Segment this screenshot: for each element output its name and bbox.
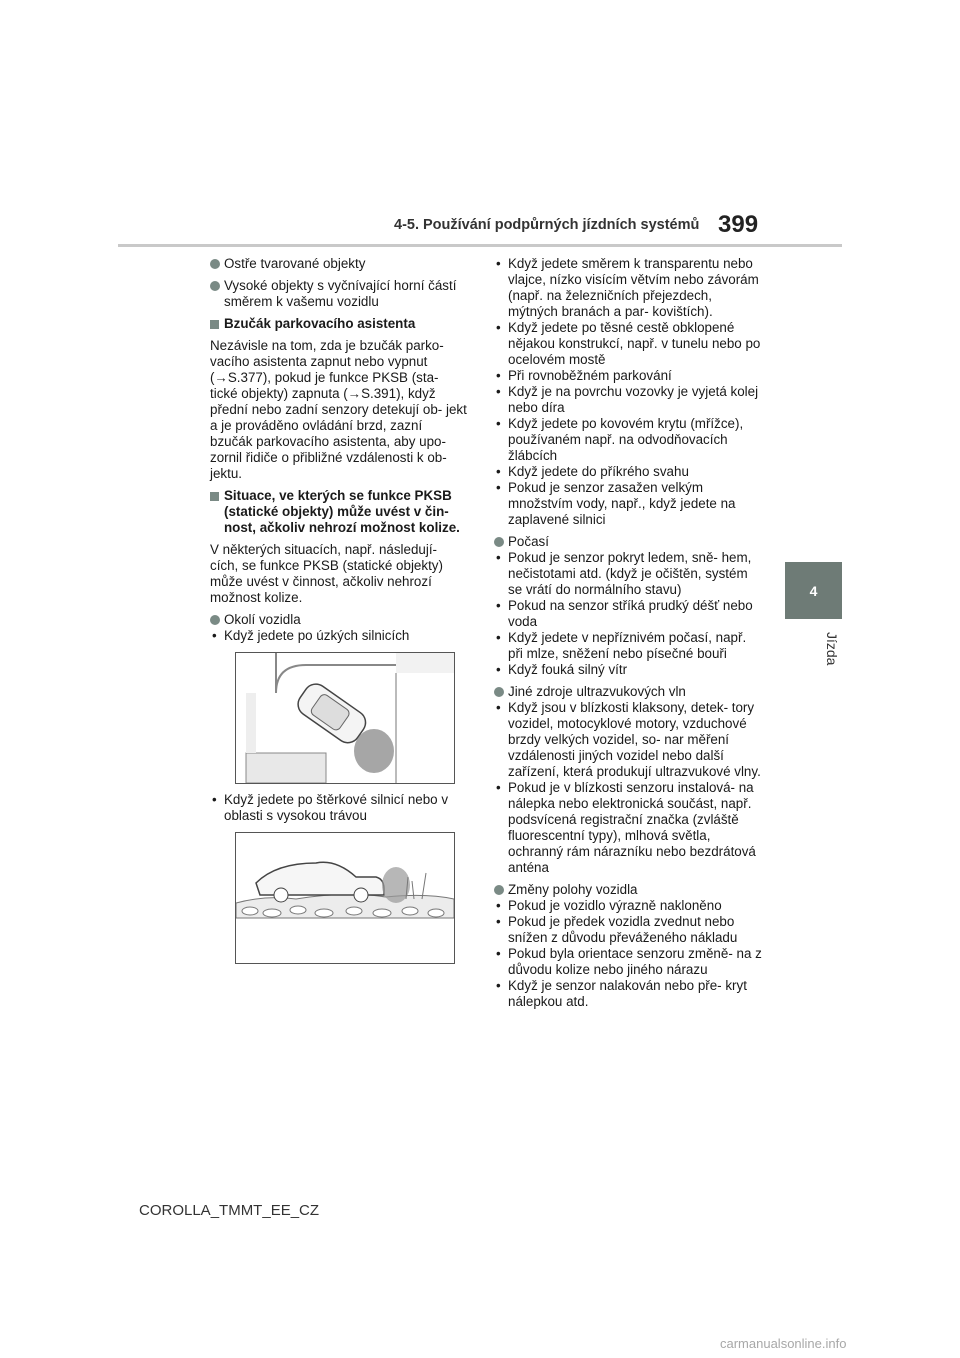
sub-item: • Když fouká silný vítr: [496, 662, 628, 677]
sub-item: • Když jedete po úzkých silnicích: [212, 628, 410, 643]
right-column: [494, 256, 764, 1010]
bullet-dot-icon: [494, 885, 504, 895]
sub-item: • Když je na povrchu vozovky je vyjetá kolej nebo díra: [496, 384, 759, 415]
header-divider: [118, 244, 842, 247]
bullet-dot-icon: [210, 615, 220, 625]
bullet-item: Ostře tvarované objekty: [210, 256, 468, 272]
grass-road-illustration: [235, 832, 455, 964]
left-column: [210, 256, 468, 972]
bullet-item: Vysoké objekty s vyčnívající horní částí směrem k vašemu vozidlu: [210, 278, 468, 310]
sub-item: • Pokud byla orientace senzoru změně- na z důvodu kolize nebo jiného nárazu: [496, 946, 762, 977]
chapter-label: Jízda: [824, 632, 840, 666]
narrow-road-illustration: [235, 652, 455, 784]
heading-square-icon: [210, 492, 219, 501]
bullet-dot-icon: [494, 537, 504, 547]
sub-item: • Když jedete po těsné cestě obklopené nějakou konstrukcí, např. v tunelu nebo po ocelovém mostě: [496, 320, 761, 367]
sub-item: • Když jedete směrem k transparentu nebo vlajce, nízko visícím větvím nebo závorám (např. na železničních přejezdech, mýtných branách a par- kovištích).: [496, 256, 759, 319]
sub-item: • Když jedete po kovovém krytu (mřížce), používaném např. na odvodňovacích žlábcích: [496, 416, 744, 463]
chapter-tab[interactable]: [785, 562, 842, 619]
sub-list: [494, 256, 764, 528]
sub-item: • Pokud je senzor zasažen velkým množstvím vody, např., když jedete na zaplavené silnici: [496, 480, 736, 527]
paragraph: V některých situacích, např. následují- cích, se funkce PKSB (statické objekty) může uvést v činnost, ačkoliv nehrozí možnost kolize.: [210, 542, 443, 605]
paragraph: Nezávisle na tom, zda je bzučák parko- vacího asistenta zapnut nebo vypnut (→S.377), pokud je funkce PKSB (sta- tické objekty) zapnuta (→S.391), když přední nebo zadní senzory detekují ob- jekt a je prováděno ovládání brzd, zazní bzučák parkovacího asistenta, aby upo- zornil řidiče o přibližné vzdálenosti k ob- jektu.: [210, 338, 467, 481]
heading-square-icon: [210, 320, 219, 329]
bullet-item: Počasí: [494, 534, 764, 550]
chapter-number: 4: [809, 582, 818, 599]
sub-item: • Když jedete do příkrého svahu: [496, 464, 689, 479]
watermark[interactable]: carmanualsonline.info: [720, 1336, 847, 1351]
sub-item: • Když jedete po štěrkové silnicí nebo v oblasti s vysokou trávou: [212, 792, 449, 823]
section-heading: Bzučák parkovacího asistenta: [210, 316, 468, 332]
bullet-dot-icon: [210, 259, 220, 269]
sub-item: • Pokud je předek vozidla zvednut nebo snížen z důvodu převáženého nákladu: [496, 914, 738, 945]
sub-item: • Pokud je v blízkosti senzoru instalová- na nálepka nebo elektronická součást, např. podsvícená registrační značka (zvláště fluorescentní typy), mlhová světla, ochranný rám nárazníku nebo bezdrátová anténa: [496, 780, 756, 875]
sub-item: • Při rovnoběžném parkování: [496, 368, 672, 383]
sub-item: • Pokud je vozidlo výrazně nakloněno: [496, 898, 722, 913]
sub-list: [494, 898, 764, 1010]
page-number: 399: [718, 211, 759, 238]
sub-item: • Když jsou v blízkosti klaksony, detek- tory vozidel, motocyklové motory, vzduchové brzdy velkých vozidel, so- nar měření vzdálenosti jiných vozidel nebo další zařízení, která produkují ultrazvukové vlny.: [496, 700, 761, 779]
section-heading: Situace, ve kterých se funkce PKSB (statické objekty) může uvést v čin- nost, ačkoliv nehrozí možnost kolize.: [210, 488, 468, 536]
bullet-item: Změny polohy vozidla: [494, 882, 764, 898]
sub-item: • Když jedete v nepříznivém počasí, např. při mlze, sněžení nebo písečné bouři: [496, 630, 747, 661]
bullet-item: Jiné zdroje ultrazvukových vln: [494, 684, 764, 700]
sub-item: • Pokud je senzor pokryt ledem, sně- hem, nečistotami atd. (když je očištěn, systém se vrátí do normálního stavu): [496, 550, 752, 597]
bullet-dot-icon: [210, 281, 220, 291]
bullet-item: Okolí vozidla: [210, 612, 468, 628]
bullet-dot-icon: [494, 687, 504, 697]
footer-doc-code: COROLLA_TMMT_EE_CZ: [139, 1202, 320, 1219]
sub-item: • Když je senzor nalakován nebo pře- kryt nálepkou atd.: [496, 978, 747, 1009]
sub-item: • Pokud na senzor stříká prudký déšť nebo voda: [496, 598, 753, 629]
sub-list: [494, 550, 764, 678]
section-title: 4-5. Používání podpůrných jízdních systémů: [394, 217, 700, 233]
sub-list: [494, 700, 764, 876]
